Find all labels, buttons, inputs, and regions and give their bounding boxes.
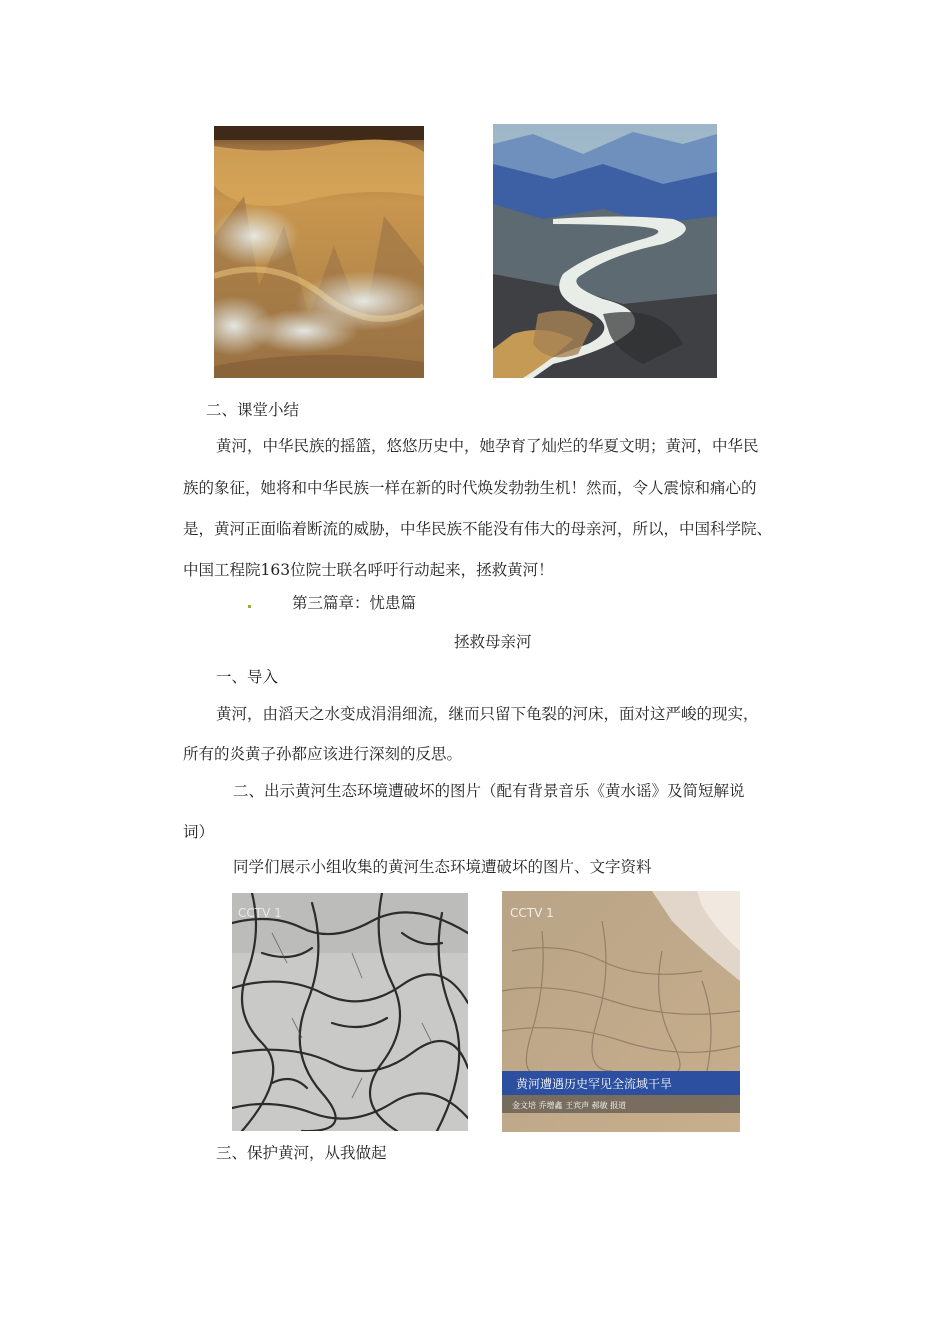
svg-text:CCTV 1: CCTV 1 [238, 906, 282, 920]
river-meander-aerial-photo [493, 124, 717, 378]
cracked-dry-ground-photo [232, 893, 468, 1131]
summary-line-1: 黄河，中华民族的摇篮，悠悠历史中，她孕育了灿烂的华夏文明；黄河，中华民 [216, 437, 759, 455]
summary-line-3: 是，黄河正面临着断流的威胁，中华民族不能没有伟大的母亲河，所以，中国科学院、 [183, 520, 773, 538]
stray-mark [248, 605, 251, 608]
summary-line-2: 族的象征，她将和中华民族一样在新的时代焕发勃勃生机！然而，令人震惊和痛心的 [183, 479, 757, 497]
section-heading-intro: 一、导入 [216, 668, 279, 686]
intro-line-1: 黄河，由滔天之水变成涓涓细流，继而只留下龟裂的河床，面对这严峻的现实， [216, 705, 759, 723]
chapter-subtitle: 拯救母亲河 [454, 633, 532, 651]
section-images-line-1: 二、出示黄河生态环境遭破坏的图片（配有背景音乐《黄水谣》及简短解说 [233, 782, 745, 800]
news-caption: 黄河遭遇历史罕见全流域干旱 [516, 1077, 673, 1091]
chapter-title: 第三篇章：忧患篇 [292, 594, 417, 612]
dry-riverbed-news-screenshot [502, 891, 740, 1132]
channel-logo: CCTV 1 [510, 906, 554, 920]
intro-line-2: 所有的炎黄子孙都应该进行深刻的反思。 [183, 745, 463, 763]
section-heading-protect: 三、保护黄河，从我做起 [216, 1144, 387, 1162]
section-images-note: 同学们展示小组收集的黄河生态环境遭破坏的图片、文字资料 [233, 858, 652, 876]
news-reporters: 金文培 乔增鑫 王宾声 郝敏 报道 [512, 1101, 627, 1110]
section-heading-summary: 二、课堂小结 [206, 401, 300, 419]
summary-line-4: 中国工程院163位院士联名呼吁行动起来，拯救黄河！ [183, 561, 554, 579]
section-images-line-2: 词） [183, 823, 215, 841]
yellow-river-waterfall-photo [214, 126, 424, 378]
